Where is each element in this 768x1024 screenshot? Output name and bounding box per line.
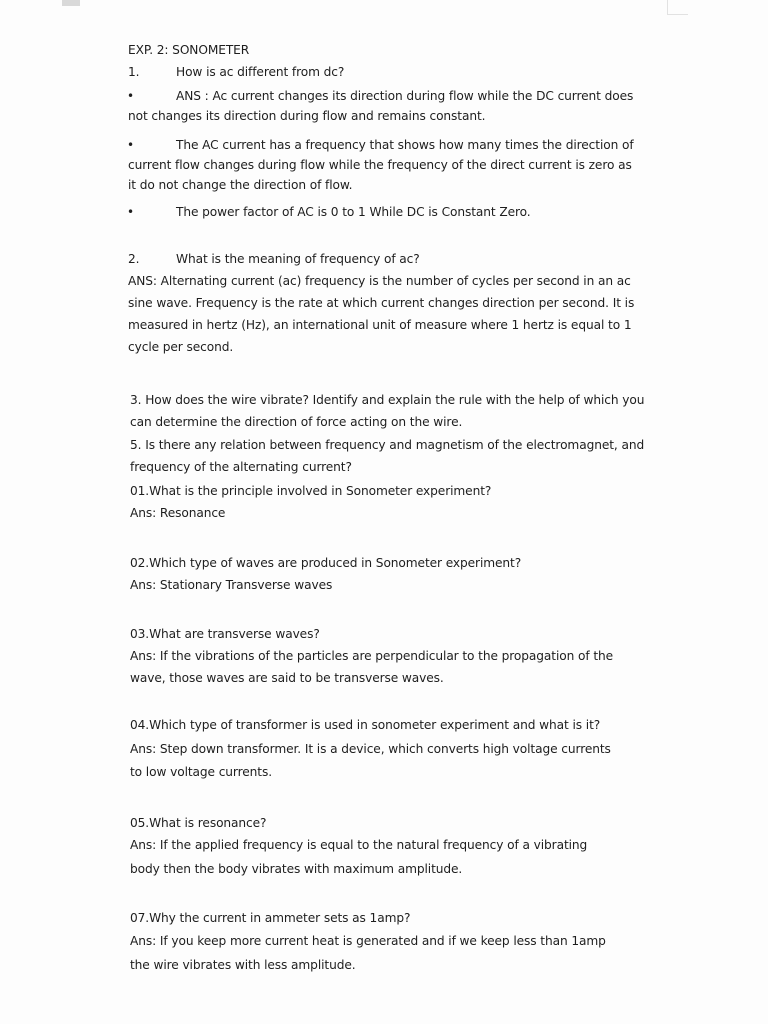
viva-05-answer-line: Ans: If the applied frequency is equal to the natural frequency of a vibrating [130,838,588,852]
viva-03-question: 03.What are transverse waves? [130,627,320,641]
q2-answer-line: sine wave. Frequency is the rate at which current changes direction per second. It is [128,296,635,310]
q1-answer-line: not changes its direction during flow and remains constant. [128,109,486,123]
viva-01-answer: Ans: Resonance [130,506,226,520]
viva-05-question: 05.What is resonance? [130,816,267,830]
viva-03-answer-line: Ans: If the vibrations of the particles are perpendicular to the propagation of the [130,649,614,663]
viva-02-question: 02.Which type of waves are produced in Sonometer experiment? [130,556,522,570]
q2-answer-line: ANS: Alternating current (ac) frequency is the number of cycles per second in an ac [128,274,631,288]
q1-answer-line: current flow changes during flow while the frequency of the direct current is zero as [128,158,632,172]
q1-answer-line: it do not change the direction of flow. [128,178,353,192]
viva-04-answer-line: to low voltage currents. [130,765,272,779]
doc-title: EXP. 2: SONOMETER [128,43,250,57]
scan-artifact [667,0,688,15]
bullet: • [127,138,135,152]
q1-question: How is ac different from dc? [176,65,345,79]
q2-number: 2. [128,252,140,266]
q5-question-line: 5. Is there any relation between frequency and magnetism of the electromagnet, and [130,438,645,452]
q2-answer-line: cycle per second. [128,340,234,354]
viva-04-question: 04.Which type of transformer is used in sonometer experiment and what is it? [130,718,601,732]
bullet: • [127,89,135,103]
scan-artifact [62,0,80,6]
q2-answer-line: measured in hertz (Hz), an international unit of measure where 1 hertz is equal to 1 [128,318,632,332]
q1-number: 1. [128,65,140,79]
viva-07-answer-line: the wire vibrates with less amplitude. [130,958,356,972]
viva-01-question: 01.What is the principle involved in Sonometer experiment? [130,484,492,498]
q3-question-line: can determine the direction of force acting on the wire. [130,415,463,429]
bullet: • [127,205,135,219]
viva-02-answer: Ans: Stationary Transverse waves [130,578,333,592]
q2-question: What is the meaning of frequency of ac? [176,252,420,266]
viva-07-question: 07.Why the current in ammeter sets as 1amp? [130,911,411,925]
viva-07-answer-line: Ans: If you keep more current heat is generated and if we keep less than 1amp [130,934,606,948]
q1-answer-line: ANS : Ac current changes its direction during flow while the DC current does [176,89,634,103]
viva-03-answer-line: wave, those waves are said to be transverse waves. [130,671,444,685]
viva-04-answer-line: Ans: Step down transformer. It is a device, which converts high voltage currents [130,742,611,756]
q1-answer-line: The power factor of AC is 0 to 1 While DC is Constant Zero. [176,205,531,219]
viva-05-answer-line: body then the body vibrates with maximum amplitude. [130,862,463,876]
q3-question-line: 3. How does the wire vibrate? Identify and explain the rule with the help of which you [130,393,645,407]
q5-question-line: frequency of the alternating current? [130,460,352,474]
q1-answer-line: The AC current has a frequency that shows how many times the direction of [176,138,634,152]
